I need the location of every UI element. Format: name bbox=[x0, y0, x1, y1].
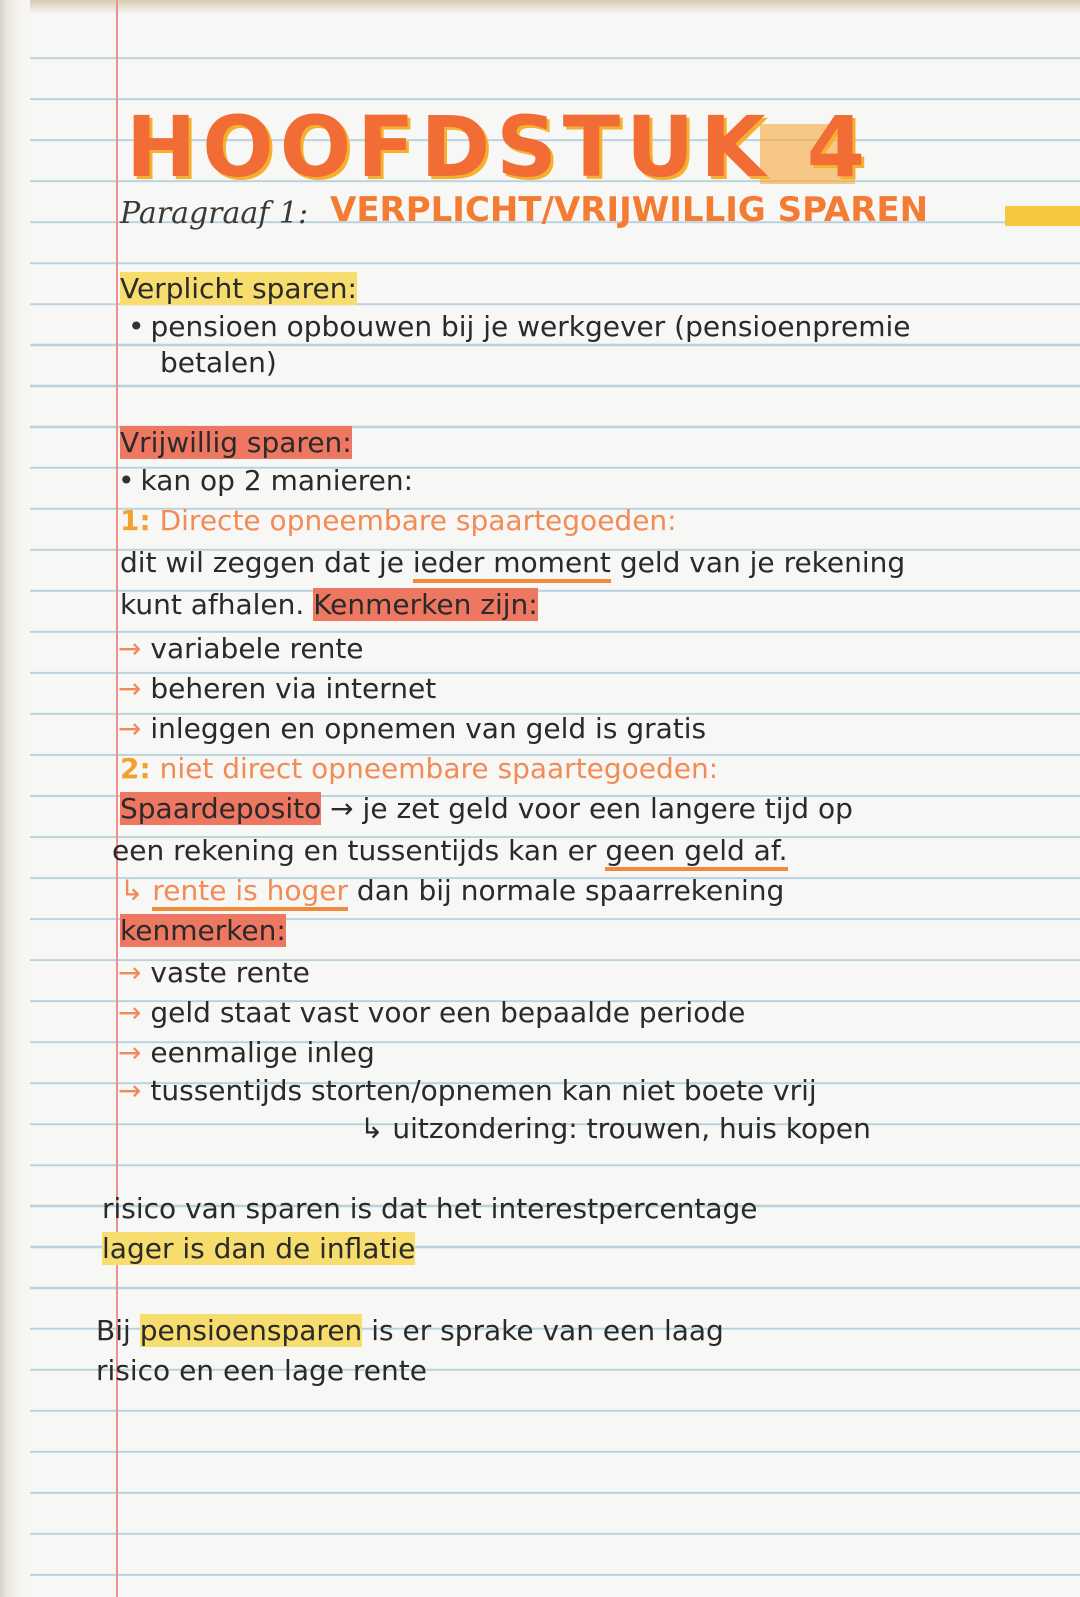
way2-heading: 2: niet direct opneembare spaartegoeden: bbox=[120, 752, 719, 785]
paragraph-title: VERPLICHT/VRIJWILLIG SPAREN bbox=[330, 190, 929, 230]
way1-heading: 1: Directe opneembare spaartegoeden: bbox=[120, 504, 677, 537]
page-top-edge bbox=[0, 0, 1080, 14]
way1-item: → beheren via internet bbox=[118, 672, 437, 705]
kenmerken-label: kenmerken: bbox=[120, 914, 286, 947]
risico-line-1: risico van sparen is dat het interestpercentage bbox=[102, 1192, 758, 1225]
exception-line: ↳ uitzondering: trouwen, huis kopen bbox=[360, 1112, 871, 1145]
way1-text: dit wil zeggen dat je ieder moment geld van je rekening bbox=[120, 546, 905, 579]
vrijwillig-heading: Vrijwillig sparen: bbox=[120, 426, 352, 459]
verplicht-heading: Verplicht sparen: bbox=[120, 272, 357, 305]
deposito-line: Spaardeposito → je zet geld voor een langere tijd op bbox=[120, 792, 853, 825]
verplicht-bullet-cont: betalen) bbox=[160, 346, 277, 379]
pensioen-line-1: Bij pensioensparen is er sprake van een laag bbox=[96, 1314, 724, 1347]
paragraph-label: Paragraaf 1: bbox=[120, 196, 309, 231]
risico-line-2: lager is dan de inflatie bbox=[102, 1232, 416, 1265]
way2-item: → geld staat vast voor een bepaalde periode bbox=[118, 996, 746, 1029]
binder-edge bbox=[0, 0, 30, 1597]
rente-line: ↳ rente is hoger dan bij normale spaarrekening bbox=[120, 874, 784, 907]
way2-item: → eenmalige inleg bbox=[118, 1036, 375, 1069]
way1-item: → inleggen en opnemen van geld is gratis bbox=[118, 712, 707, 745]
way1-text-cont: kunt afhalen. Kenmerken zijn: bbox=[120, 588, 538, 621]
page-title: HOOFDSTUK 4 bbox=[126, 98, 872, 196]
deposito-line-2: een rekening en tussentijds kan er geen geld af. bbox=[112, 834, 788, 867]
verplicht-bullet: • pensioen opbouwen bij je werkgever (pensioenpremie bbox=[128, 310, 910, 343]
way2-item: → tussentijds storten/opnemen kan niet boete vrij bbox=[118, 1074, 817, 1107]
pensioen-line-2: risico en een lage rente bbox=[96, 1354, 427, 1387]
way1-item: → variabele rente bbox=[118, 632, 364, 665]
way2-item: → vaste rente bbox=[118, 956, 310, 989]
paragraph-accent bbox=[1005, 206, 1080, 226]
vrijwillig-intro: • kan op 2 manieren: bbox=[118, 464, 413, 497]
